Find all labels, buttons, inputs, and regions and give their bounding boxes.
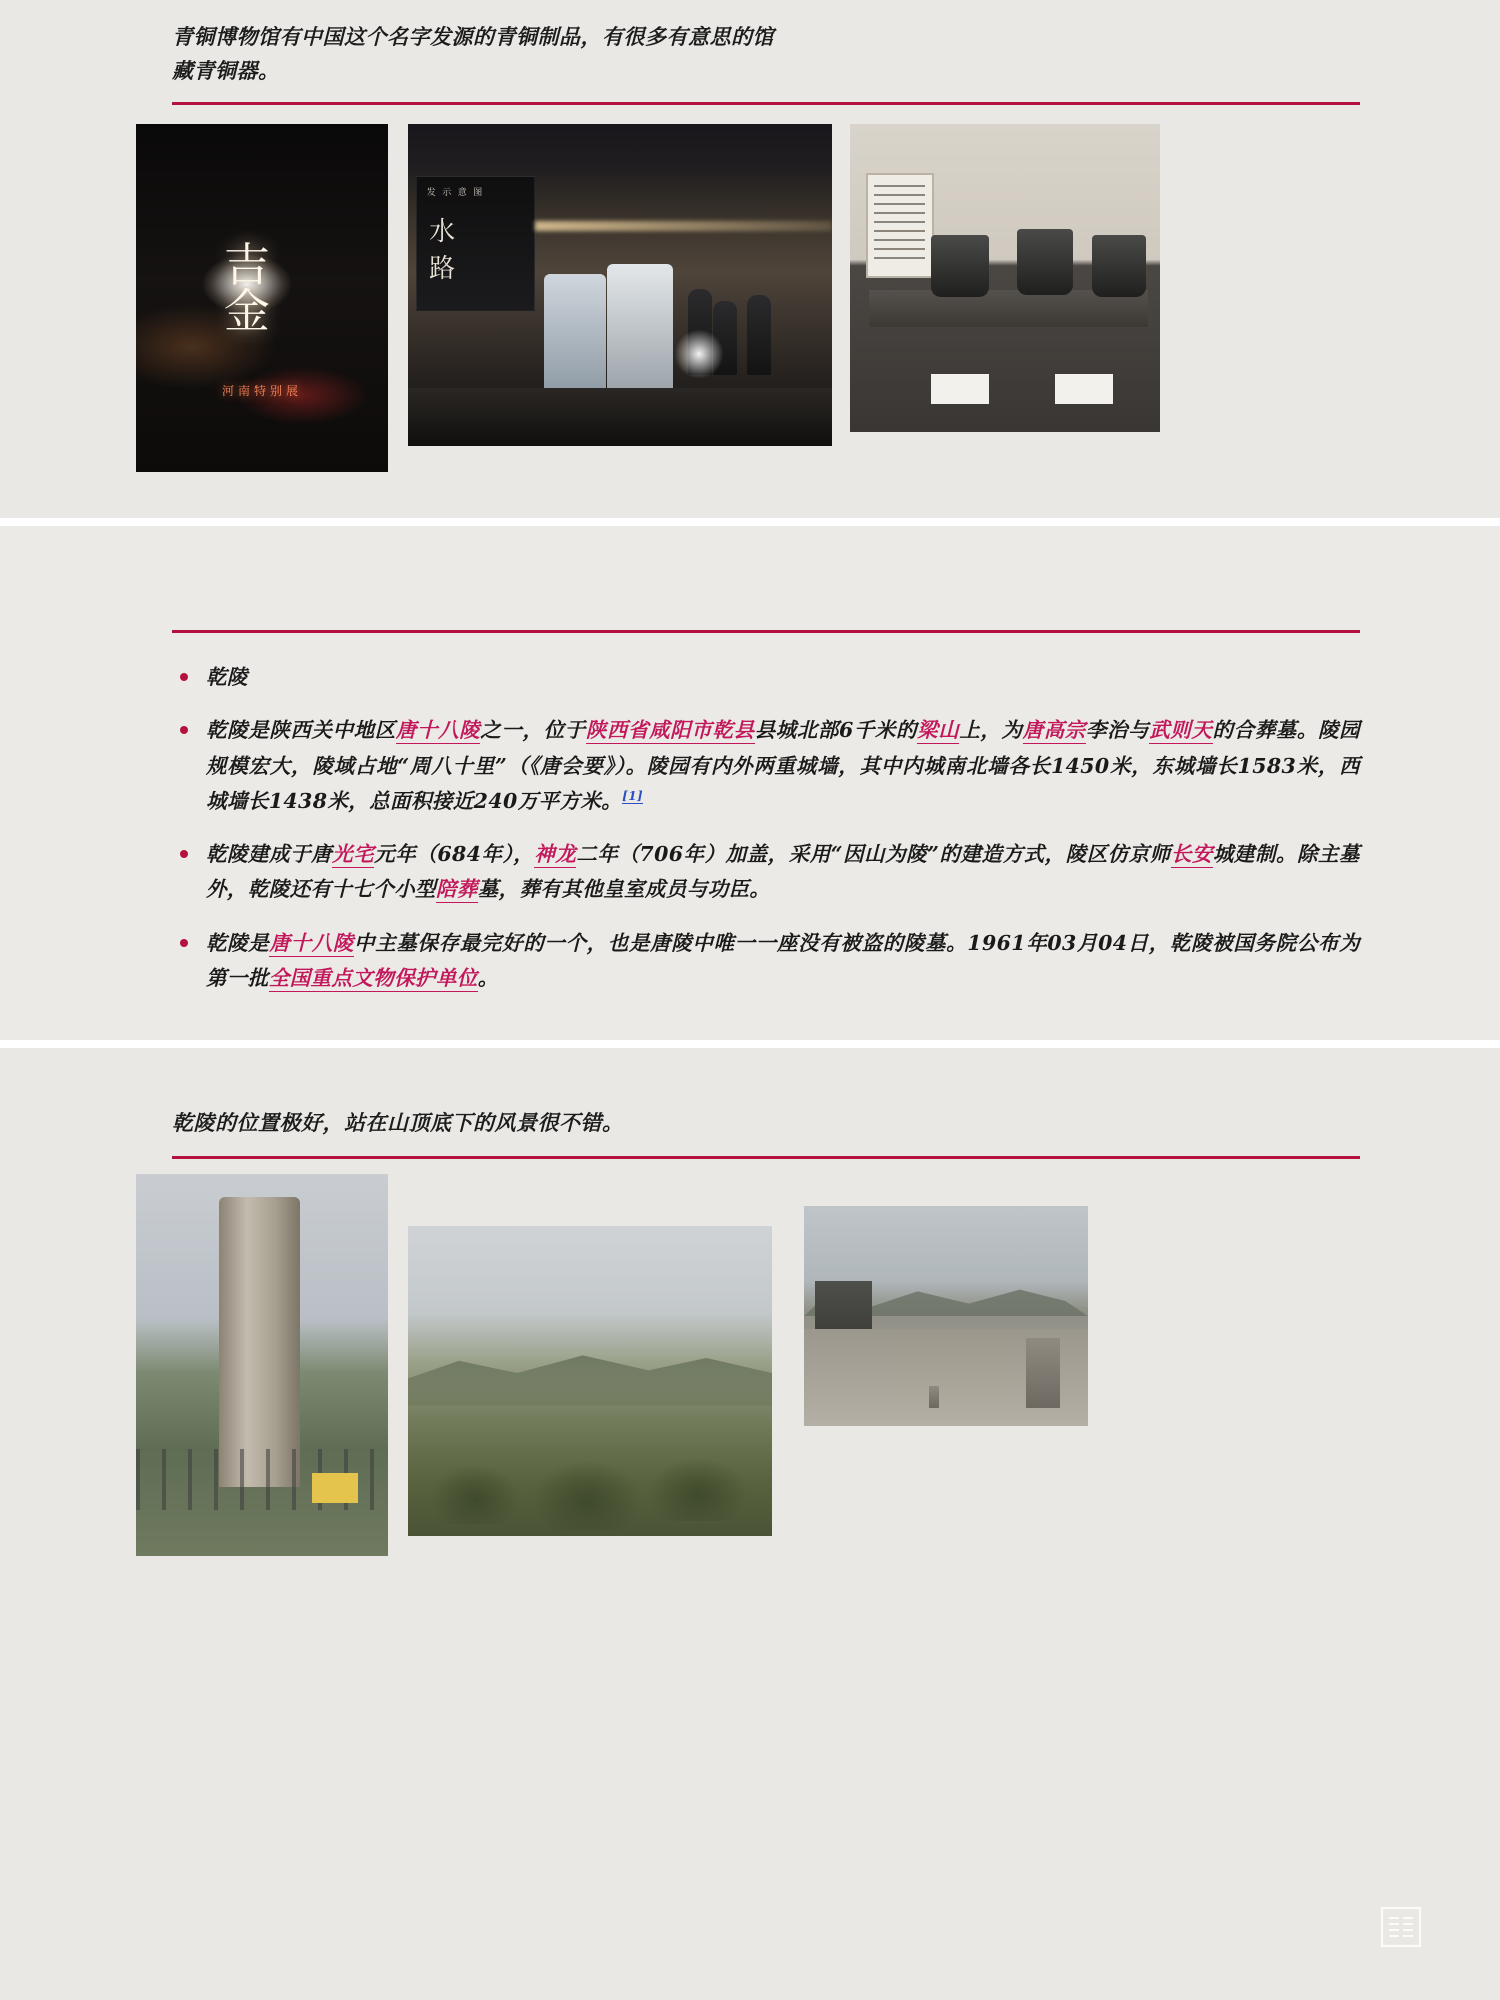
link-wu-zetian[interactable]: 武则天 bbox=[1149, 718, 1213, 743]
section-divider-gap-2 bbox=[0, 1040, 1500, 1048]
section3-divider bbox=[172, 1156, 1360, 1159]
section-qianling-text bbox=[0, 526, 1500, 1040]
avenue-person bbox=[929, 1386, 939, 1408]
section-qianling-photos bbox=[0, 1048, 1500, 2000]
seg-text: 城建制。除主墓外，乾陵还有十七个小型 bbox=[206, 842, 1360, 902]
stele-pillar bbox=[219, 1197, 300, 1487]
link-tang-eighteen-tombs[interactable]: 唐十八陵 bbox=[395, 718, 481, 743]
photo-sign-text: 河南特别展 bbox=[221, 383, 303, 398]
seg-text: 乾陵是 bbox=[206, 930, 270, 955]
seg-text: 墓，葬有其他皇室成员与功臣。 bbox=[477, 877, 771, 902]
valley-bush-1 bbox=[430, 1464, 520, 1524]
section-bronze-museum bbox=[0, 0, 1500, 518]
valley-ridge bbox=[408, 1338, 772, 1406]
photo-museum-exhibition-hall bbox=[408, 124, 832, 446]
photo-spirit-way-avenue bbox=[804, 1206, 1088, 1426]
section3-photo-row bbox=[0, 1174, 1500, 1594]
intro-line-2: 藏青铜器。 bbox=[172, 58, 280, 84]
seg-text: 李治与 bbox=[1085, 718, 1150, 743]
seg-text: 元年（684年）， bbox=[374, 842, 535, 866]
photo-museum-entrance-night bbox=[136, 124, 388, 472]
exhibit-label-card-1 bbox=[931, 374, 989, 404]
link-changan[interactable]: 长安 bbox=[1170, 842, 1213, 866]
link-emperor-gaozong[interactable]: 唐高宗 bbox=[1022, 718, 1086, 743]
seg-text: 中主墓保存最完好的一个，也是唐陵中唯一一座没有被盗的陵墓。1961年03月04日，乾陵被国务院公布为第一批 bbox=[206, 930, 1361, 990]
link-shenlong-era[interactable]: 神龙 bbox=[534, 842, 577, 866]
link-liangshan[interactable]: 梁山 bbox=[917, 718, 960, 743]
list-item-overview bbox=[172, 713, 1360, 819]
hall-panel-big-text: 水 路 bbox=[429, 217, 456, 285]
seg-text: 上，为 bbox=[959, 718, 1023, 743]
photo-bronze-vessels-display bbox=[850, 124, 1160, 432]
exhibit-label-card-2 bbox=[1055, 374, 1113, 404]
qianling-bullet-list bbox=[172, 660, 1360, 996]
section-divider-gap-1 bbox=[0, 518, 1500, 526]
section1-intro bbox=[172, 20, 1360, 88]
seg-text: 乾陵是陕西关中地区 bbox=[206, 718, 396, 743]
list-item-construction bbox=[172, 837, 1360, 908]
stele-info-board bbox=[312, 1473, 358, 1503]
seg-text: 二年（706年）加盖，采用“因山为陵”的建造方式，陵区仿京师 bbox=[576, 842, 1171, 866]
hall-horse-statue-2 bbox=[607, 264, 673, 394]
seg-text: 之一，位于 bbox=[480, 718, 586, 743]
photo-glyph-text: 吉 金 bbox=[223, 238, 270, 339]
hall-panel-title: 发 示 意 图 bbox=[426, 186, 485, 197]
bronze-ding-3 bbox=[1092, 235, 1146, 297]
section2-body bbox=[172, 660, 1360, 1014]
seg-text: 的合葬墓。陵园规模宏大，陵域占地“周八十里”（《唐会要》）。陵园有内外两重城墙，其中内城南北墙各长1450米，东城墙长1583米，西城墙长1438米，总面积接近240万平方米。 bbox=[206, 718, 1360, 813]
bronze-ding-2 bbox=[1017, 229, 1073, 295]
bullet-text-heading: 乾陵 bbox=[206, 665, 248, 689]
intro-line-1: 青铜博物馆有中国这个名字发源的青铜制品，有很多有意思的馆 bbox=[172, 24, 774, 49]
avenue-statue-right bbox=[1026, 1338, 1060, 1408]
seg-text: 。 bbox=[477, 965, 499, 990]
list-item-preservation bbox=[172, 926, 1360, 997]
photo-mountain-valley-view bbox=[408, 1226, 772, 1536]
link-tang-eighteen-tombs-2[interactable]: 唐十八陵 bbox=[269, 930, 355, 955]
vessel-wall-scroll bbox=[866, 173, 934, 278]
section1-divider bbox=[172, 102, 1360, 105]
seg-text: 县城北部6千米的 bbox=[754, 718, 918, 743]
author-seal-icon bbox=[1380, 1906, 1422, 1948]
hall-horse-statue-1 bbox=[544, 274, 606, 394]
link-qianxian-county[interactable]: 陕西省咸阳市乾县 bbox=[585, 718, 755, 743]
valley-bush-2 bbox=[532, 1460, 642, 1530]
hall-wall-panel bbox=[416, 176, 535, 311]
hall-floor bbox=[408, 388, 832, 446]
hall-lens-flare bbox=[671, 326, 727, 382]
section2-divider bbox=[172, 630, 1360, 633]
valley-bush-3 bbox=[648, 1457, 748, 1521]
section3-intro bbox=[172, 1106, 1360, 1140]
photo-wordless-stele bbox=[136, 1174, 388, 1556]
seg-text: 乾陵建成于唐 bbox=[206, 842, 333, 866]
link-satellite-burial[interactable]: 陪葬 bbox=[435, 877, 478, 902]
citation-ref-1[interactable]: [1] bbox=[622, 788, 644, 803]
section1-photo-row bbox=[0, 124, 1500, 474]
bronze-ding-1 bbox=[931, 235, 989, 297]
intro-line-3: 乾陵的位置极好，站在山顶底下的风景很不错。 bbox=[172, 1110, 624, 1135]
hall-visitor-3 bbox=[747, 295, 771, 375]
list-item-heading bbox=[172, 660, 1360, 695]
link-national-heritage-site[interactable]: 全国重点文物保护单位 bbox=[268, 965, 478, 990]
link-guangzhai-era[interactable]: 光宅 bbox=[332, 842, 375, 866]
hall-light-band bbox=[535, 221, 832, 231]
